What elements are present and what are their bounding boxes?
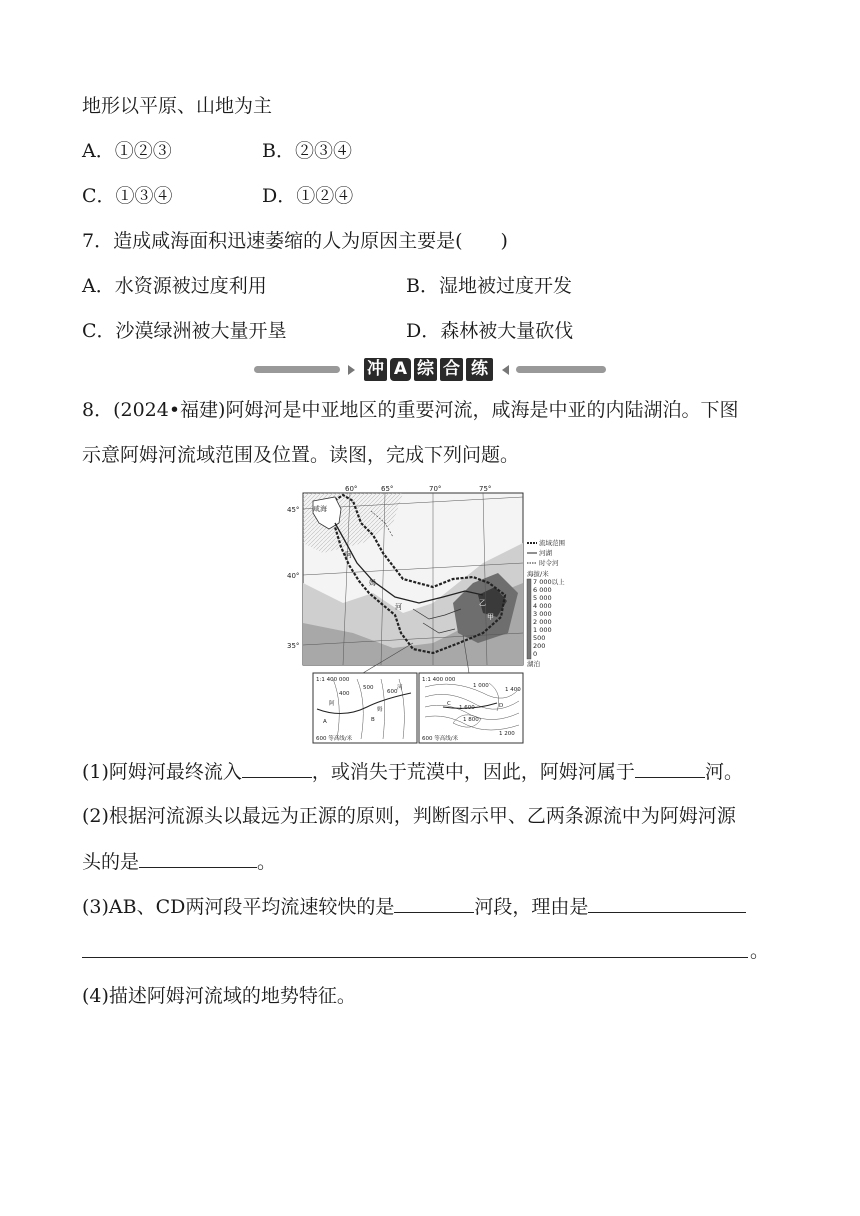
contour-label: 1 400 bbox=[505, 687, 521, 693]
answer-blank-3c[interactable] bbox=[82, 939, 748, 958]
answer-blank-3a[interactable] bbox=[394, 894, 474, 913]
q8-sub3 bbox=[82, 894, 746, 919]
banner-left-bar bbox=[254, 366, 340, 373]
contour-label: 1 000 bbox=[473, 683, 489, 689]
inset-legend: 600 等高线/米 bbox=[422, 736, 459, 742]
inset-river-char: 阿 bbox=[329, 701, 335, 707]
lat-label: 45° bbox=[287, 506, 300, 514]
contour-label: 1 600 bbox=[459, 705, 475, 711]
elev-tick: 2 000 bbox=[533, 618, 552, 626]
aral-label: 咸海 bbox=[313, 505, 327, 513]
point-label: A bbox=[323, 719, 327, 725]
banner-char: 合 bbox=[440, 358, 463, 381]
inset-river-char: 姆 bbox=[377, 707, 383, 713]
inset-scale: 1:1 400 000 bbox=[316, 677, 350, 683]
contour-label: 1 200 bbox=[499, 731, 515, 737]
q6-option-c: C．①③④ bbox=[82, 185, 173, 207]
legend-item: 流域范围 bbox=[539, 539, 565, 547]
q7-option-a: A．水资源被过度利用 bbox=[82, 275, 267, 297]
elev-tick: 500 bbox=[533, 634, 546, 642]
q8-sub2-line1: (2)根据河流源头以最远为正源的原则，判断图示甲、乙两条源流中为阿姆河源 bbox=[82, 805, 736, 827]
map-legend bbox=[527, 538, 566, 668]
inset-legend: 600 等高线/米 bbox=[316, 736, 353, 742]
q8-stem-line1: 8．(2024•福建)阿姆河是中亚地区的重要河流，咸海是中亚的内陆湖泊。下图 bbox=[82, 399, 739, 421]
q8-sub3-text-b: 河段，理由是 bbox=[474, 896, 589, 918]
q8-sub1-text-c: 河。 bbox=[704, 761, 743, 783]
banner-left-arrow-icon bbox=[502, 365, 509, 375]
q7-option-c: C．沙漠绿洲被大量开垦 bbox=[82, 320, 287, 342]
q8-sub1-text-b: ，或消失于荒漠中，因此，阿姆河属于 bbox=[311, 761, 635, 783]
legend-item: 时令河 bbox=[539, 559, 559, 567]
contour-label: 500 bbox=[363, 685, 374, 691]
elev-tick: 200 bbox=[533, 642, 546, 650]
river-char: 阿 bbox=[345, 551, 352, 559]
answer-blank-1b[interactable] bbox=[635, 759, 705, 778]
inset-left bbox=[313, 673, 417, 743]
lon-label: 65° bbox=[381, 485, 394, 493]
amu-darya-basin-figure bbox=[283, 483, 587, 745]
q8-sub2-line2 bbox=[82, 849, 276, 874]
lon-label: 75° bbox=[479, 485, 492, 493]
basin-map-svg bbox=[283, 483, 587, 745]
q8-sub4: (4)描述阿姆河流域的地势特征。 bbox=[82, 985, 356, 1007]
point-label: D bbox=[499, 703, 504, 709]
elev-tick: 0 bbox=[533, 650, 538, 658]
elev-tick: 7 000以上 bbox=[533, 578, 565, 586]
q6-option-d: D．①②④ bbox=[262, 185, 354, 207]
banner-char: A bbox=[390, 358, 411, 381]
q8-stem-line2: 示意阿姆河流域范围及位置。读图，完成下列问题。 bbox=[82, 444, 520, 466]
lat-label: 35° bbox=[287, 642, 300, 650]
q8-sub2-text-b: 。 bbox=[257, 851, 277, 873]
q8-sub3-end: 。 bbox=[750, 940, 770, 962]
inset-scale: 1:1 400 000 bbox=[422, 677, 456, 683]
point-label: B bbox=[371, 717, 375, 723]
point-label: C bbox=[447, 701, 451, 707]
banner-char: 冲 bbox=[364, 358, 387, 381]
banner-char: 练 bbox=[466, 358, 493, 381]
q6-trailing-line: 地形以平原、山地为主 bbox=[82, 95, 273, 117]
river-char: 河 bbox=[395, 603, 402, 611]
section-banner bbox=[254, 356, 606, 384]
legend-elev-title: 海拔/米 bbox=[527, 570, 549, 578]
banner-right-bar bbox=[516, 366, 606, 373]
q7-option-d: D．森林被大量砍伐 bbox=[406, 320, 574, 342]
elev-tick: 5 000 bbox=[533, 594, 552, 602]
q8-sub1 bbox=[82, 759, 743, 784]
elev-tick: 4 000 bbox=[533, 602, 552, 610]
contour-label: 600 bbox=[387, 689, 398, 695]
source-label: 甲 bbox=[487, 613, 494, 621]
lat-label: 40° bbox=[287, 572, 300, 580]
river-char: 姆 bbox=[369, 579, 376, 587]
legend-item: 河湖 bbox=[539, 549, 552, 557]
inset-river-char: 河 bbox=[397, 685, 403, 691]
answer-blank-2[interactable] bbox=[139, 849, 257, 868]
answer-blank-3b[interactable] bbox=[588, 894, 746, 913]
elev-tick: 6 000 bbox=[533, 586, 552, 594]
q6-option-a: A．①②③ bbox=[82, 140, 172, 162]
contour-label: 1 800 bbox=[463, 717, 479, 723]
contour-label: 400 bbox=[339, 691, 350, 697]
q7-option-b: B．湿地被过度开发 bbox=[406, 275, 572, 297]
elev-tick: 1 000 bbox=[533, 626, 552, 634]
answer-blank-1a[interactable] bbox=[242, 759, 312, 778]
banner-char: 综 bbox=[414, 358, 437, 381]
lon-label: 70° bbox=[429, 485, 442, 493]
q7-stem: 7．造成咸海面积迅速萎缩的人为原因主要是( ) bbox=[82, 230, 508, 252]
q8-sub1-text-a: (1)阿姆河最终流入 bbox=[82, 761, 242, 783]
legend-lake: 湖泊 bbox=[527, 660, 540, 668]
elev-tick: 3 000 bbox=[533, 610, 552, 618]
q6-option-b: B．②③④ bbox=[262, 140, 352, 162]
source-label: 乙 bbox=[479, 599, 486, 607]
banner-right-arrow-icon bbox=[348, 365, 355, 375]
q8-sub2-text-a: 头的是 bbox=[82, 851, 140, 873]
q8-sub3-text-a: (3)AB、CD两河段平均流速较快的是 bbox=[82, 896, 395, 918]
inset-right bbox=[419, 673, 523, 743]
lon-label: 60° bbox=[345, 485, 358, 493]
